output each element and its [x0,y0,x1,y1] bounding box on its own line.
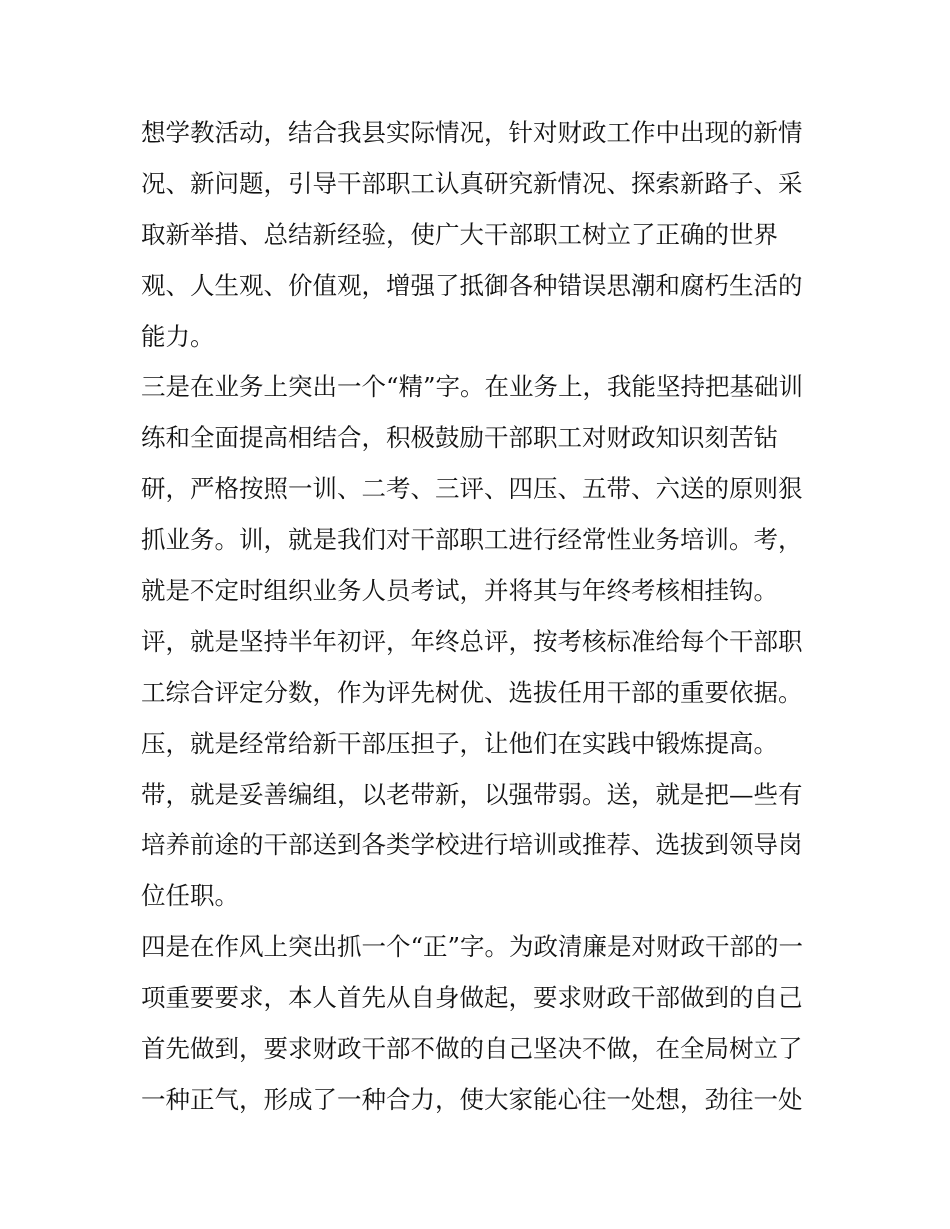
text-line: 项重要要求，本人首先从自身做起，要求财政干部做到的自己 [141,983,803,1013]
text-line: 想学教活动，结合我县实际情况，针对财政工作中出现的新情 [141,118,803,147]
text-line: 工综合评定分数，作为评先树优、选拔任用干部的重要依据。 [141,677,803,707]
text-line: 四是在作风上突出抓一个“正”字。为政清廉是对财政干部的一 [141,932,804,962]
body-text [141,108,821,1126]
text-line: 研，严格按照一训、二考、三评、四压、五带、六送的原则狠 [141,474,803,504]
text-line: 取新举措、总结新经验，使广大干部职工树立了正确的世界 [141,219,778,249]
text-line: 评，就是坚持半年初评，年终总评，按考核标准给每个干部职 [141,626,803,656]
text-line: 位任职。 [141,881,239,911]
text-line: 三是在业务上突出一个“精”字。在业务上，我能坚持把基础训 [141,372,804,402]
text-line: 能力。 [141,321,215,351]
text-line: 压，就是经常给新干部压担子，让他们在实践中锻炼提高。 [141,728,778,758]
text-line: 带，就是妥善编组，以老带新，以强带弱。送，就是把—些有 [141,779,803,809]
text-line: 就是不定时组织业务人员考试，并将其与年终考核相挂钩。 [141,576,778,606]
text-line: 抓业务。训，就是我们对干部职工进行经常性业务培训。考， [141,525,803,555]
text-line: 一种正气，形成了一种合力，使大家能心往一处想，劲往一处 [141,1084,803,1114]
text-line: 观、人生观、价值观，增强了抵御各种错误思潮和腐朽生活的 [141,270,803,300]
text-line: 培养前途的干部送到各类学校进行培训或推荐、选拔到领导岗 [141,830,803,860]
text-line: 况、新问题，引导干部职工认真研究新情况、探索新路子、采 [141,168,803,198]
text-line: 练和全面提高相结合，积极鼓励干部职工对财政知识刻苦钻 [141,423,778,453]
text-line: 首先做到，要求财政干部不做的自己坚决不做，在全局树立了 [141,1034,803,1064]
